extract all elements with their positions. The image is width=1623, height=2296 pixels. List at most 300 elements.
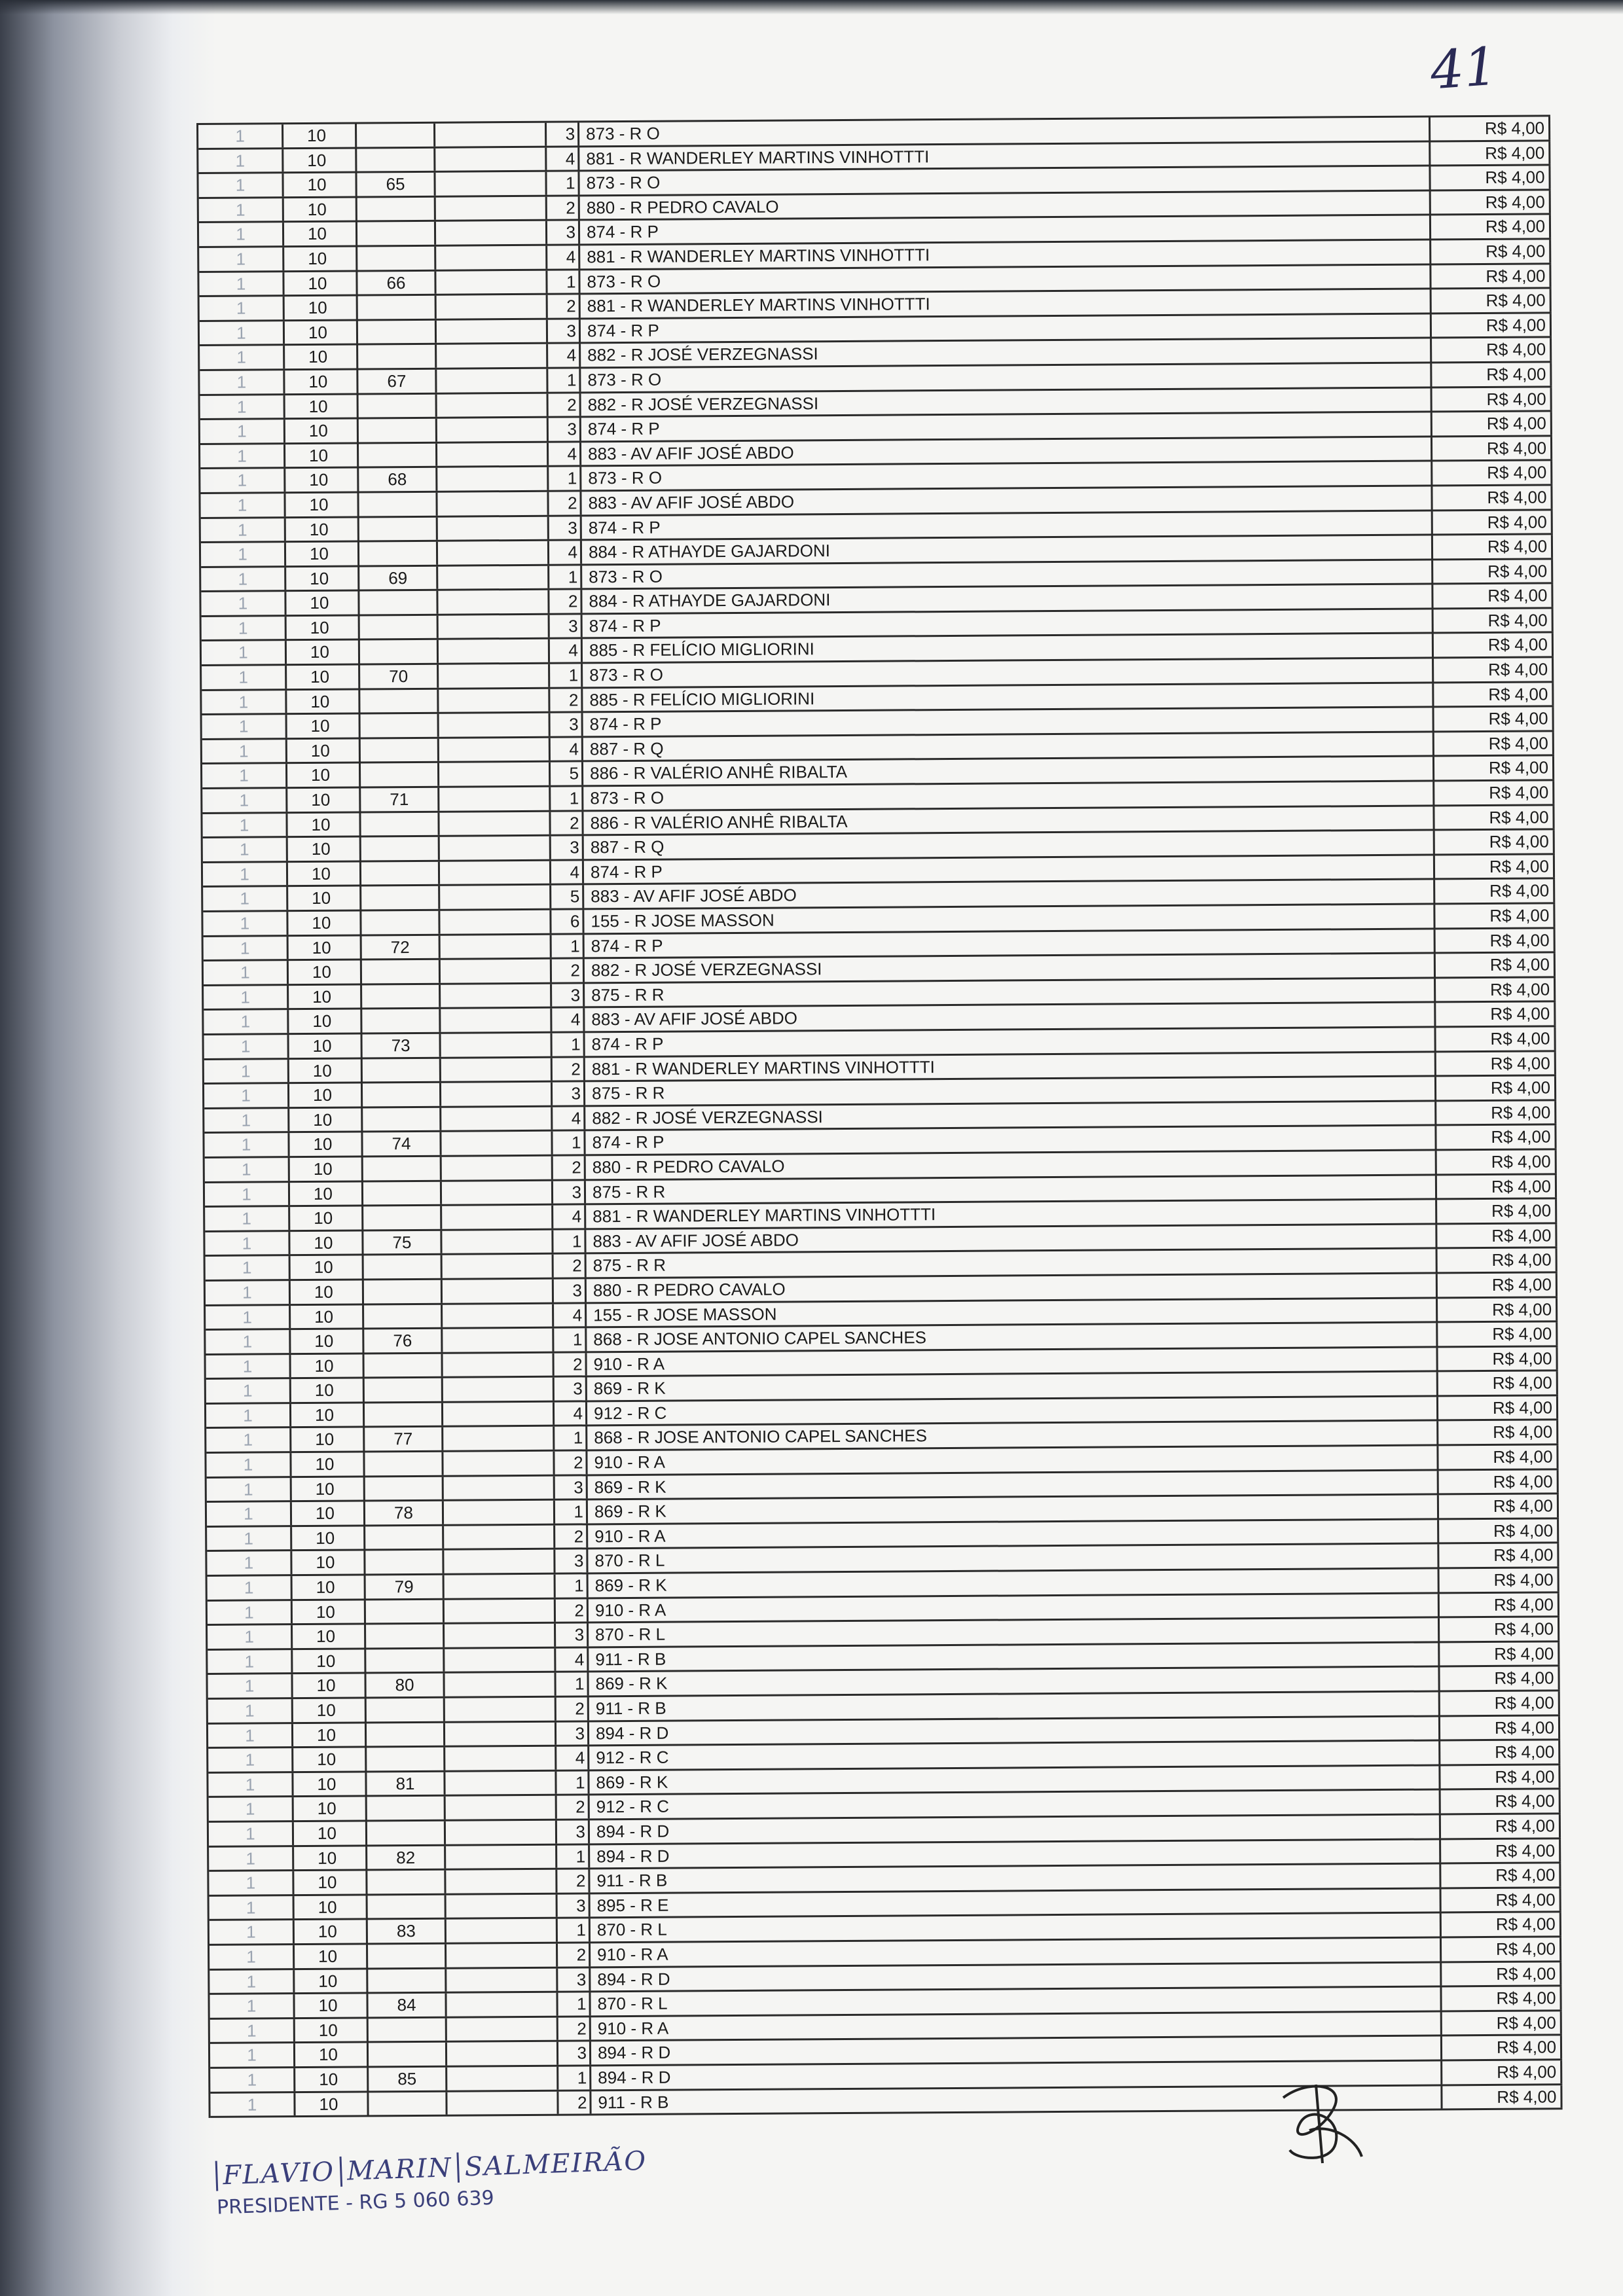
row-lote [368,1945,447,1967]
row-price: R$ 4,00 [1442,1937,1561,1961]
row-street: 874 - R P [583,609,1434,637]
row-street: 895 - R E [591,1889,1442,1917]
row-street: 869 - R K [587,1372,1438,1401]
row-sequence: 1 [555,1501,588,1524]
row-lote: 66 [357,271,436,294]
row-lote [361,714,439,737]
row-street: 880 - R PEDRO CAVALO [587,1274,1438,1302]
footer-signature-stamp [215,2145,654,2219]
row-quadra: 10 [293,1772,367,1795]
row-quadra: 10 [295,1969,368,1992]
row-blank [439,615,550,639]
row-flag: 1 [202,715,287,738]
ledger-table [196,115,1563,2118]
row-lote: 71 [361,788,439,811]
row-sequence: 1 [558,2066,591,2089]
row-price: R$ 4,00 [1439,1519,1559,1543]
handwritten-page-number: 41 [1428,35,1499,101]
row-blank [446,1845,557,1869]
row-price: R$ 4,00 [1436,929,1556,952]
row-price: R$ 4,00 [1442,2036,1562,2060]
row-blank [445,1722,556,1746]
row-lote [365,1452,443,1475]
row-street: 886 - R VALÉRIO ANHÊ RIBALTA [583,757,1434,785]
row-sequence: 2 [549,393,581,416]
row-street: 874 - R P [583,708,1434,736]
row-blank [447,2067,558,2090]
row-street: 874 - R P [582,511,1433,539]
row-lote [367,1821,446,1844]
row-lote [363,1206,442,1229]
row-price: R$ 4,00 [1440,1691,1560,1715]
row-price: R$ 4,00 [1438,1249,1558,1272]
row-sequence: 1 [558,1992,591,2015]
row-blank [443,1403,555,1426]
row-flag: 1 [200,346,285,369]
row-lote [362,1009,441,1032]
row-street: 874 - R P [585,929,1436,958]
row-sequence: 2 [557,1870,590,1893]
row-flag: 1 [202,814,287,836]
row-lote [369,2018,447,2041]
row-street: 869 - R K [588,1471,1439,1499]
row-street: 875 - R R [586,1175,1437,1204]
row-price: R$ 4,00 [1436,1126,1556,1149]
row-flag: 1 [208,1724,293,1747]
row-lote [367,1797,446,1820]
row-street: 873 - R O [583,659,1434,687]
row-street: 911 - R B [589,1643,1440,1671]
row-sequence: 1 [556,1574,589,1597]
row-lote: 85 [369,2068,447,2090]
row-lote [359,591,438,614]
row-flag: 1 [202,789,287,812]
row-price: R$ 4,00 [1436,1101,1556,1124]
row-blank [439,689,550,712]
row-lote [366,1649,445,1672]
row-blank [443,1329,554,1352]
row-blank [447,1894,558,1918]
row-sequence: 1 [547,270,580,293]
row-quadra: 10 [289,1010,362,1033]
row-price: R$ 4,00 [1440,1642,1559,1666]
row-blank [445,1698,556,1721]
row-sequence: 4 [549,541,582,564]
row-flag: 1 [202,666,287,689]
row-lote [362,960,441,983]
row-street: 894 - R D [591,1963,1442,1991]
row-blank [436,246,547,270]
row-blank [437,418,549,442]
row-quadra: 10 [289,1034,363,1057]
row-flag: 1 [210,2019,295,2042]
row-flag: 1 [206,1306,291,1329]
row-lote [369,2092,447,2115]
row-price: R$ 4,00 [1434,732,1554,755]
row-lote [364,1304,443,1327]
row-sequence: 1 [551,787,583,810]
row-quadra: 10 [286,567,359,590]
row-street: 155 - R JOSE MASSON [584,905,1435,933]
row-price: R$ 4,00 [1435,855,1555,878]
row-flag: 1 [202,740,287,762]
row-lote [361,812,439,835]
row-street: 883 - AV AFIF JOSÉ ABDO [585,1003,1436,1031]
row-sequence: 3 [553,1181,586,1204]
row-street: 873 - R O [580,265,1431,293]
row-price: R$ 4,00 [1440,1618,1559,1641]
row-blank [442,1181,553,1204]
row-blank [439,738,551,762]
row-flag: 1 [201,567,286,590]
row-flag: 1 [208,1650,293,1673]
row-price: R$ 4,00 [1441,1839,1561,1863]
row-blank [437,393,549,417]
row-price: R$ 4,00 [1436,1027,1556,1050]
signature-name: FLAVIO MARIN SALMEIRÃO [215,2145,653,2191]
row-blank [435,123,547,147]
row-street: 882 - R JOSÉ VERZEGNASSI [585,1102,1436,1130]
row-blank [446,1821,557,1844]
row-sequence: 4 [552,1009,585,1031]
row-flag: 1 [199,198,284,221]
row-street: 873 - R O [581,363,1432,391]
row-sequence: 1 [553,1132,585,1155]
row-sequence: 4 [553,1107,585,1130]
row-blank [445,1771,556,1795]
row-sequence: 2 [547,196,580,219]
row-blank [443,1304,554,1327]
row-lote [368,1895,447,1918]
row-blank [435,147,547,171]
row-blank [437,319,548,343]
row-quadra: 10 [285,296,358,319]
row-blank [439,787,551,811]
row-quadra: 10 [291,1256,364,1279]
row-street: 870 - R L [591,1914,1442,1942]
row-sequence: 3 [552,984,585,1007]
row-sequence: 1 [554,1328,587,1351]
row-quadra: 10 [287,813,361,836]
row-flag: 1 [210,1920,295,1943]
row-lote [367,1698,445,1721]
row-street: 873 - R O [579,167,1431,195]
row-lote [361,862,440,885]
row-blank [441,1033,553,1057]
row-lote [365,1378,443,1401]
row-lote [362,985,441,1008]
row-lote [359,493,437,516]
row-street: 870 - R L [588,1545,1439,1573]
row-street: 875 - R R [587,1249,1438,1278]
row-quadra: 10 [294,1797,367,1820]
row-blank [447,1993,558,2017]
row-blank [444,1476,555,1499]
row-price: R$ 4,00 [1440,1667,1559,1691]
row-flag: 1 [200,469,285,492]
row-sequence: 3 [556,1624,589,1647]
row-quadra: 10 [291,1280,364,1303]
row-price: R$ 4,00 [1436,1052,1556,1075]
row-flag: 1 [198,124,283,147]
row-lote [357,198,436,221]
row-sequence: 1 [547,172,579,195]
row-street: 912 - R C [589,1742,1440,1770]
row-quadra: 10 [285,493,359,516]
row-quadra: 10 [293,1625,366,1648]
row-street: 880 - R PEDRO CAVALO [580,191,1431,219]
row-sequence: 3 [548,319,581,342]
row-blank [439,664,550,688]
row-quadra: 10 [292,1502,365,1525]
row-flag: 1 [209,1798,294,1821]
row-flag: 1 [199,272,284,295]
row-sequence: 3 [549,516,582,539]
row-flag: 1 [203,863,288,886]
row-lote: 80 [366,1674,445,1696]
row-street: 873 - R O [579,117,1431,145]
row-sequence: 1 [553,1033,585,1056]
row-flag: 1 [200,420,285,442]
row-quadra: 10 [284,272,357,295]
row-price: R$ 4,00 [1434,708,1554,731]
row-sequence: 2 [555,1451,587,1474]
row-flag: 1 [207,1502,292,1525]
row-blank [437,295,548,319]
row-blank [439,713,551,737]
row-flag: 1 [204,1134,289,1157]
row-street: 873 - R O [583,781,1434,810]
row-price: R$ 4,00 [1437,1199,1557,1223]
row-flag: 1 [202,764,287,787]
row-lote: 65 [357,173,435,196]
row-flag: 1 [209,1871,294,1894]
row-price: R$ 4,00 [1442,1986,1561,2010]
row-lote [360,616,439,639]
row-flag: 1 [209,1822,294,1845]
row-flag: 1 [203,888,288,910]
row-lote [357,222,436,245]
row-quadra: 10 [286,518,359,541]
row-sequence: 3 [549,418,581,441]
row-price: R$ 4,00 [1434,609,1554,632]
row-price: R$ 4,00 [1432,486,1552,509]
row-blank [438,565,549,589]
row-flag: 1 [206,1404,291,1427]
row-sequence: 1 [556,1673,589,1696]
row-lote: 74 [363,1132,441,1155]
row-blank [441,1107,553,1130]
row-sequence: 1 [557,1845,590,1868]
row-sequence: 3 [558,1968,591,1991]
row-price: R$ 4,00 [1431,117,1550,140]
row-quadra: 10 [287,715,361,738]
row-sequence: 4 [549,442,581,465]
binding-shadow [0,0,216,2296]
row-lote [367,1723,445,1746]
row-blank [441,1132,553,1155]
row-quadra: 10 [287,764,361,787]
row-lote [364,1354,443,1376]
row-sequence: 2 [554,1255,587,1278]
row-lote: 84 [368,1994,447,2017]
row-quadra: 10 [295,1920,368,1943]
row-street: 873 - R O [581,462,1432,490]
row-flag: 1 [200,296,285,319]
row-quadra: 10 [285,444,359,467]
row-flag: 1 [206,1256,291,1279]
row-sequence: 2 [557,1796,590,1819]
row-street: 894 - R D [590,1815,1441,1843]
row-blank [444,1501,555,1524]
row-sequence: 3 [553,1083,585,1105]
row-quadra: 10 [288,887,361,910]
row-blank [445,1673,556,1696]
row-sequence: 2 [553,1058,585,1081]
row-lote: 77 [365,1427,443,1450]
row-quadra: 10 [283,124,357,147]
row-quadra: 10 [293,1575,366,1598]
row-flag: 1 [202,641,287,664]
row-lote [365,1403,443,1426]
row-blank [441,984,552,1007]
row-street: 874 - R P [585,1126,1436,1155]
row-blank [445,1575,556,1598]
row-sequence: 3 [555,1550,588,1573]
row-sequence: 4 [553,1206,586,1229]
row-lote: 69 [359,566,438,589]
row-price: R$ 4,00 [1432,387,1552,411]
row-flag: 1 [210,1994,295,2017]
row-flag: 1 [205,1232,290,1255]
row-flag: 1 [199,223,284,246]
row-price: R$ 4,00 [1440,1765,1560,1789]
row-price: R$ 4,00 [1441,1863,1561,1887]
row-flag: 1 [200,493,285,516]
row-street: 894 - R D [590,1840,1441,1868]
row-blank [436,221,547,245]
row-sequence: 1 [550,664,583,687]
row-blank [436,197,547,221]
row-quadra: 10 [292,1551,365,1574]
row-sequence: 4 [551,861,584,884]
row-blank [439,812,551,835]
row-quadra: 10 [295,2068,369,2090]
row-price: R$ 4,00 [1441,1814,1561,1838]
row-price: R$ 4,00 [1431,166,1550,190]
row-lote [361,886,440,909]
row-sequence: 4 [550,639,583,662]
row-quadra: 10 [289,985,362,1008]
row-flag: 1 [210,1896,295,1919]
row-sequence: 6 [551,910,584,933]
row-sequence: 2 [549,492,581,514]
row-street: 869 - R K [589,1569,1440,1597]
row-quadra: 10 [287,739,361,762]
row-quadra: 10 [290,1182,363,1205]
row-quadra: 10 [287,616,360,639]
row-sequence: 1 [555,1427,587,1450]
row-sequence: 1 [553,1230,586,1253]
row-flag: 1 [208,1748,293,1771]
row-street: 884 - R ATHAYDE GAJARDONI [582,585,1433,613]
row-price: R$ 4,00 [1432,412,1552,435]
row-sequence: 1 [548,368,581,391]
row-street: 881 - R WANDERLEY MARTINS VINHOTTTI [586,1200,1437,1229]
row-blank [442,1206,553,1229]
row-street: 155 - R JOSE MASSON [587,1299,1438,1327]
row-price: R$ 4,00 [1437,1175,1557,1198]
row-street: 870 - R L [591,1988,1442,2016]
row-street: 869 - R K [588,1496,1439,1524]
row-blank [440,836,551,860]
row-blank [445,1624,556,1647]
row-quadra: 10 [284,198,357,221]
row-lote [361,911,440,934]
row-street: 874 - R P [581,413,1432,441]
row-lote: 81 [367,1772,445,1795]
row-quadra: 10 [293,1723,367,1746]
row-quadra: 10 [287,666,360,689]
row-street: 910 - R A [588,1520,1439,1548]
row-price: R$ 4,00 [1440,1716,1560,1740]
row-price: R$ 4,00 [1438,1445,1558,1469]
row-street: 881 - R WANDERLEY MARTINS VINHOTTTI [580,240,1431,268]
row-sequence: 3 [554,1279,587,1302]
row-street: 874 - R P [581,314,1432,342]
row-lote [363,1157,442,1180]
row-lote [357,247,436,270]
row-flag: 1 [203,912,288,935]
row-flag: 1 [208,1773,293,1796]
row-sequence: 1 [549,565,582,588]
row-street: 911 - R B [591,2086,1442,2114]
row-quadra: 10 [288,911,361,934]
row-blank [437,369,548,393]
row-blank [441,1083,553,1106]
row-sequence: 2 [550,689,583,711]
row-street: 882 - R JOSÉ VERZEGNASSI [585,954,1436,982]
row-flag: 1 [210,2068,295,2091]
row-sequence: 3 [556,1722,589,1745]
row-street: 912 - R C [587,1397,1438,1425]
row-sequence: 2 [558,2017,591,2040]
row-price: R$ 4,00 [1434,757,1554,780]
row-price: R$ 4,00 [1437,1224,1557,1247]
row-sequence: 2 [556,1697,589,1720]
row-street: 886 - R VALÉRIO ANHÊ RIBALTA [583,806,1434,834]
row-sequence: 3 [550,615,583,637]
row-blank [437,467,549,491]
row-street: 881 - R WANDERLEY MARTINS VINHOTTTI [579,142,1431,170]
row-blank [443,1378,555,1401]
row-lote [360,640,439,663]
row-quadra: 10 [285,370,358,393]
row-quadra: 10 [291,1305,364,1328]
row-street: 882 - R JOSÉ VERZEGNASSI [581,339,1432,367]
row-sequence: 4 [556,1747,589,1770]
row-flag: 1 [198,149,283,172]
row-quadra: 10 [292,1477,365,1500]
row-price: R$ 4,00 [1442,2060,1562,2084]
row-price: R$ 4,00 [1434,634,1554,657]
row-street: 894 - R D [591,2037,1442,2065]
row-flag: 1 [210,2093,295,2116]
row-lote [359,394,437,417]
row-lote [363,1107,441,1130]
row-sequence: 1 [556,1771,589,1794]
row-lote [358,296,437,319]
